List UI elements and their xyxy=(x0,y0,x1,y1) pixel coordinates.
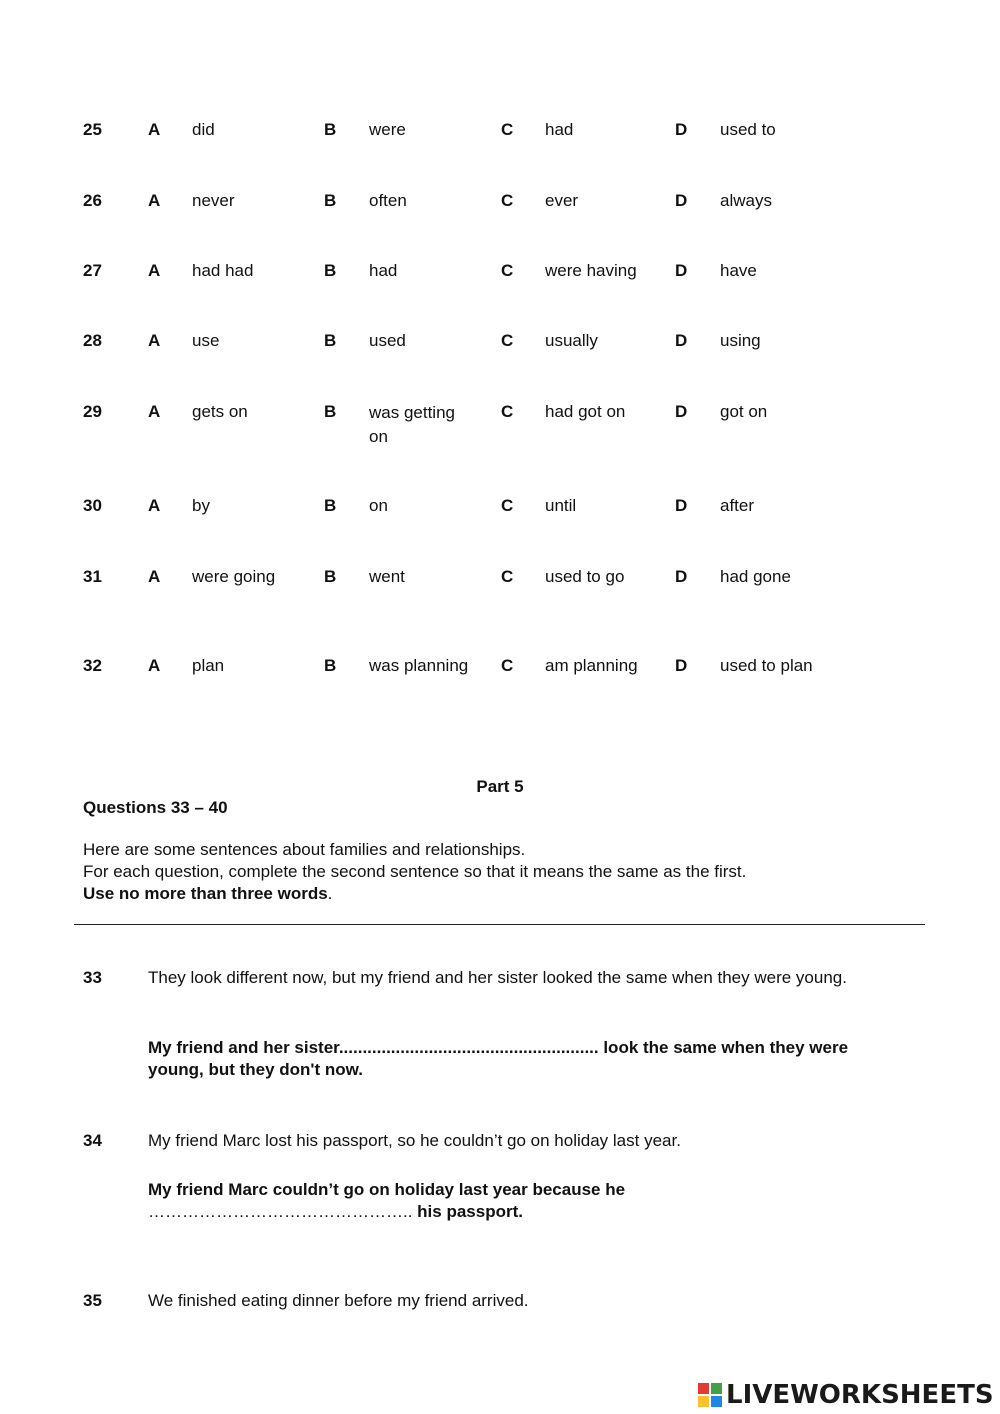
option-letter-d: D xyxy=(675,120,688,139)
question-number: 32 xyxy=(83,656,102,675)
option-b[interactable]: on xyxy=(369,496,388,515)
option-d[interactable]: had gone xyxy=(720,567,791,586)
logo-square xyxy=(711,1383,722,1394)
option-letter-a: A xyxy=(148,120,161,139)
option-c[interactable]: usually xyxy=(545,331,598,350)
option-letter-d: D xyxy=(675,496,688,515)
question-34-sentence: My friend Marc lost his passport, so he couldn’t go on holiday last year. xyxy=(148,1131,681,1150)
question-number-35: 35 xyxy=(83,1291,102,1310)
option-a[interactable]: were going xyxy=(192,567,276,586)
question-row-26 xyxy=(0,190,1000,240)
option-letter-d: D xyxy=(675,191,688,210)
option-letter-b: B xyxy=(324,656,337,675)
option-b[interactable]: were xyxy=(369,120,406,139)
question-34-prompt[interactable] xyxy=(148,1179,888,1223)
option-d[interactable]: used to plan xyxy=(720,656,813,675)
instruction-bold: Use no more than three words xyxy=(83,884,328,903)
option-letter-a: A xyxy=(148,261,161,280)
question-row-31 xyxy=(0,566,1000,616)
question-34-prompt-line-2 xyxy=(148,1201,888,1223)
option-b[interactable]: used xyxy=(369,331,406,350)
option-d[interactable]: have xyxy=(720,261,757,280)
option-a[interactable]: plan xyxy=(192,656,225,675)
option-letter-a: A xyxy=(148,496,161,515)
option-c[interactable]: am planning xyxy=(545,656,638,675)
option-letter-b: B xyxy=(324,120,337,139)
part-title: Part 5 xyxy=(476,777,524,796)
option-c[interactable]: were having xyxy=(545,261,637,280)
option-letter-b: B xyxy=(324,331,337,350)
option-d[interactable]: used to xyxy=(720,120,776,139)
question-row-29 xyxy=(0,401,1000,461)
option-b[interactable]: was getting on xyxy=(369,403,455,446)
question-number: 26 xyxy=(83,191,102,210)
option-a[interactable]: gets on xyxy=(192,402,248,421)
question-number: 28 xyxy=(83,331,102,350)
option-b[interactable]: had xyxy=(369,261,398,280)
logo-square xyxy=(698,1383,709,1394)
question-row-30 xyxy=(0,495,1000,545)
question-row-28 xyxy=(0,330,1000,380)
option-c[interactable]: ever xyxy=(545,191,579,210)
instruction-line xyxy=(83,883,933,905)
option-letter-b: B xyxy=(324,496,337,515)
option-letter-c: C xyxy=(501,402,514,421)
option-b[interactable]: went xyxy=(369,567,405,586)
section-divider xyxy=(74,924,925,925)
question-35-sentence: We finished eating dinner before my friend arrived. xyxy=(148,1291,529,1310)
option-letter-a: A xyxy=(148,402,161,421)
intro-line-1: Here are some sentences about families and relationships. xyxy=(83,840,526,859)
option-letter-c: C xyxy=(501,120,514,139)
logo-square xyxy=(698,1396,709,1407)
question-row-32 xyxy=(0,655,1000,705)
questions-range: Questions 33 – 40 xyxy=(83,798,228,817)
question-number: 27 xyxy=(83,261,102,280)
option-letter-b: B xyxy=(324,567,337,586)
option-letter-b: B xyxy=(324,402,337,421)
logo-square xyxy=(711,1396,722,1407)
question-number: 30 xyxy=(83,496,102,515)
question-number: 31 xyxy=(83,567,102,586)
option-letter-b: B xyxy=(324,261,337,280)
question-row-27 xyxy=(0,260,1000,310)
option-c[interactable]: used to go xyxy=(545,567,625,586)
option-letter-c: C xyxy=(501,567,514,586)
option-a[interactable]: by xyxy=(192,496,210,515)
option-a[interactable]: had had xyxy=(192,261,254,280)
question-33-sentence: They look different now, but my friend and her sister looked the same when they were young. xyxy=(148,968,847,987)
option-letter-d: D xyxy=(675,402,688,421)
option-d[interactable]: always xyxy=(720,191,772,210)
option-b[interactable]: often xyxy=(369,191,407,210)
liveworksheets-logo[interactable] xyxy=(698,1378,994,1412)
instruction-end: . xyxy=(327,884,333,903)
option-c[interactable]: until xyxy=(545,496,577,515)
question-34-prompt-line-1: My friend Marc couldn’t go on holiday last year because he xyxy=(148,1180,626,1199)
option-d[interactable]: got on xyxy=(720,402,768,421)
option-b[interactable]: was planning xyxy=(369,656,469,675)
option-letter-a: A xyxy=(148,331,161,350)
intro-line-2: For each question, complete the second sentence so that it means the same as the first. xyxy=(83,862,747,881)
option-letter-d: D xyxy=(675,656,688,675)
option-c[interactable]: had xyxy=(545,120,574,139)
logo-grid-icon xyxy=(698,1383,722,1407)
question-row-25 xyxy=(0,119,1000,169)
question-33-prompt[interactable]: My friend and her sister....................................................... look the same when they were young, but they don't now. xyxy=(148,1038,849,1079)
option-letter-b: B xyxy=(324,191,337,210)
instructions xyxy=(83,839,933,905)
option-a[interactable]: use xyxy=(192,331,220,350)
option-d[interactable]: after xyxy=(720,496,755,515)
logo-text: LIVEWORKSHEETS xyxy=(726,1380,994,1410)
option-letter-a: A xyxy=(148,656,161,675)
question-number: 29 xyxy=(83,402,102,421)
question-number-33: 33 xyxy=(83,968,102,987)
question-34-prompt-end: his passport. xyxy=(412,1202,523,1221)
question-number: 25 xyxy=(83,120,102,139)
option-letter-c: C xyxy=(501,656,514,675)
option-a[interactable]: did xyxy=(192,120,215,139)
option-c[interactable]: had got on xyxy=(545,402,626,421)
question-number-34: 34 xyxy=(83,1131,102,1150)
option-letter-a: A xyxy=(148,567,161,586)
option-letter-c: C xyxy=(501,261,514,280)
option-letter-c: C xyxy=(501,331,514,350)
option-letter-d: D xyxy=(675,261,688,280)
option-letter-d: D xyxy=(675,331,688,350)
answer-blank[interactable]: ……………………………………….. xyxy=(148,1202,413,1221)
option-letter-d: D xyxy=(675,567,688,586)
option-letter-c: C xyxy=(501,496,514,515)
option-letter-c: C xyxy=(501,191,514,210)
option-a[interactable]: never xyxy=(192,191,235,210)
option-letter-a: A xyxy=(148,191,161,210)
option-d[interactable]: using xyxy=(720,331,761,350)
